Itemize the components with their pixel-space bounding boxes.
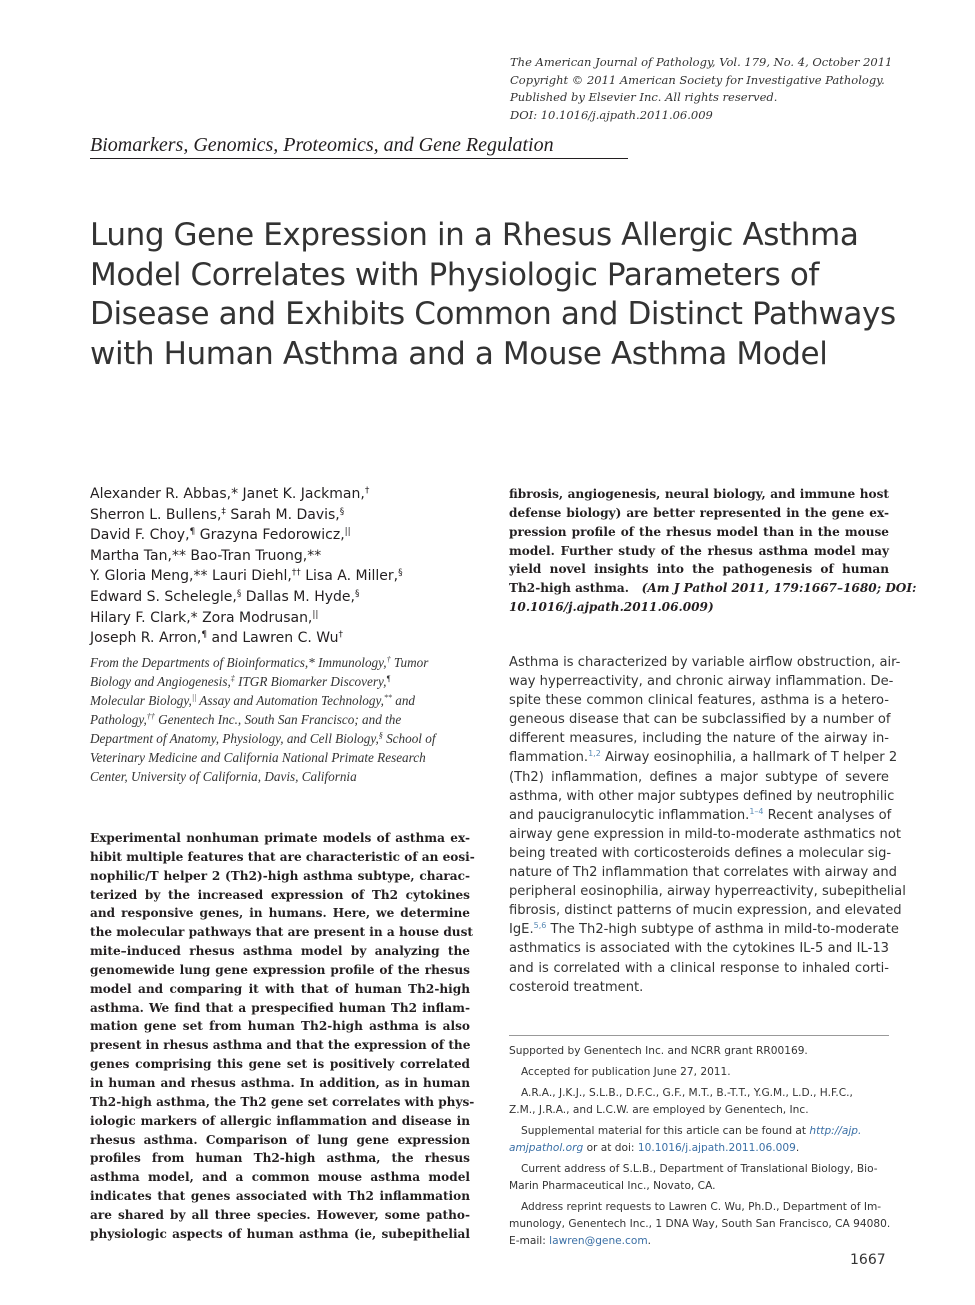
intro-line: flammation.$^{1,2}$ Airway eosinophilia, a hallmark of T helper 2	[509, 749, 898, 766]
abstract-line: and responsive genes, in humans. Here, we determine	[90, 906, 470, 921]
title-line: Disease and Exhibits Common and Distinct Pathways	[90, 296, 896, 332]
journal-info	[510, 54, 930, 124]
author-line: David F. Choy,¶ Grazyna Fedorowicz,||	[90, 527, 351, 544]
author-line: Martha Tan,** Bao-Tran Truong,**	[90, 547, 322, 564]
title-line: with Human Asthma and a Mouse Asthma Model	[90, 335, 828, 372]
affiliation-line: Veterinary Medicine and California National Primate Research	[90, 750, 426, 765]
abstract-line: rhesus asthma. Comparison of lung gene expression	[90, 1132, 470, 1147]
funding-note: Supported by Genentech Inc. and NCRR grant RR00169.	[509, 1045, 808, 1057]
section-divider	[90, 158, 628, 159]
abstract-line	[509, 579, 917, 598]
abstract-line	[509, 598, 889, 617]
abstract-line: physiologic aspects of human asthma (ie, subepithelial	[90, 1226, 470, 1241]
intro-line: (Th2) inflammation, defines a major subtype of severe	[509, 769, 889, 785]
abstract-line: hibit multiple features that are characteristic of an eosi-	[90, 849, 475, 864]
intro-line: IgE.$^{5,6}$ The Th2-high subtype of asthma in mild-to-moderate	[509, 921, 899, 938]
affiliation-line: Center, University of California, Davis, California	[90, 769, 357, 784]
affiliation-line: From the Departments of Bioinformatics,* Immunology,† Tumor	[90, 655, 429, 670]
abstract-line: Th2-high asthma, the Th2 gene set correlates with phys-	[90, 1094, 475, 1109]
intro-line: way hyperreactivity, and chronic airway inflammation. De-	[509, 674, 894, 690]
abstract-line: indicates that genes associated with Th2 inflammation	[90, 1189, 470, 1204]
intro-line: asthmatics is associated with the cytokines IL-5 and IL-13	[509, 941, 889, 957]
abstract-line: pression profile of the rhesus model than in the mouse	[509, 524, 889, 539]
author-line: Sherron L. Bullens,‡ Sarah M. Davis,§	[90, 506, 345, 523]
supplemental-note: Supplemental material for this article can be found at http://ajp. amjpathol.org or at doi: 10.1016/j.ajpath.2011.06.009.	[509, 1125, 862, 1154]
abstract-line: defense biology) are better represented in the gene ex-	[509, 505, 889, 520]
reference-link[interactable]: 1–4	[749, 806, 764, 816]
article-title	[90, 216, 900, 374]
intro-line: costeroid treatment.	[509, 979, 644, 995]
intro-line: different measures, including the nature of the airway in-	[509, 731, 889, 747]
intro-line: geneous disease that can be subclassified by a number of	[509, 712, 891, 728]
author-line: Y. Gloria Meng,** Lauri Diehl,†† Lisa A. Miller,§	[90, 568, 403, 585]
citation: (Am J Pathol 2011, 179:1667–1680; DOI:	[641, 581, 917, 596]
reference-link[interactable]: 1,2	[588, 749, 601, 759]
supplemental-link[interactable]: http://ajp.	[809, 1125, 862, 1137]
journal-publisher: Published by Elsevier Inc. All rights reserved.	[510, 90, 778, 104]
current-address-note: Current address of S.L.B., Department of Translational Biology, Bio- Marin Pharmaceutical Inc., Novato, CA.	[509, 1163, 878, 1192]
abstract-line: mation gene set from human Th2-high asthma is also	[90, 1019, 470, 1034]
author-line: Joseph R. Arron,¶ and Lawren C. Wu†	[90, 630, 343, 647]
author-line: Hilary F. Clark,* Zora Modrusan,||	[90, 609, 319, 626]
reference-link[interactable]: 5,6	[533, 921, 547, 931]
abstract-end: Th2-high asthma.	[509, 581, 629, 596]
journal-doi: DOI: 10.1016/j.ajpath.2011.06.009	[510, 107, 713, 122]
abstract-line: genomewide lung gene expression profile of the rhesus	[90, 962, 470, 977]
intro-line: and paucigranulocytic inflammation.$^{1-4}$ Recent analyses of	[509, 806, 892, 823]
footnote-divider	[509, 1035, 889, 1036]
employment-note: A.R.A., J.K.J., S.L.B., D.F.C., G.F., M.T., B.-T.T., Y.G.M., L.D., H.F.C., Z.M., J.R.A., and L.C.W. are employed by Genentech, Inc.	[509, 1087, 853, 1116]
supplemental-link[interactable]: amjpathol.org	[509, 1142, 584, 1154]
intro-line: asthma, with other major subtypes defined by neutrophilic	[509, 788, 895, 804]
abstract-line: profiles from human Th2-high asthma, the rhesus	[90, 1151, 470, 1166]
abstract-line: in human and rhesus asthma. In addition, as in human	[90, 1075, 470, 1090]
intro-line: spite these common clinical features, asthma is a hetero-	[509, 693, 889, 709]
intro-line: fibrosis, distinct patterns of mucin expression, and elevated	[509, 903, 902, 919]
abstract-continued	[509, 485, 917, 617]
abstract-line: fibrosis, angiogenesis, neural biology, and immune host	[509, 487, 889, 501]
footnotes	[509, 1043, 889, 1254]
journal-citation: The American Journal of Pathology, Vol. 179, No. 4, October 2011	[510, 55, 893, 69]
abstract-line: yield novel insights into the pathogenesis of human	[509, 562, 889, 577]
email-link[interactable]: lawren@gene.com	[549, 1235, 648, 1247]
accepted-note: Accepted for publication June 27, 2011.	[521, 1066, 731, 1078]
affiliation-line: Biology and Angiogenesis,‡ ITGR Biomarker Discovery,¶	[90, 674, 391, 689]
doi-link[interactable]: 10.1016/j.ajpath.2011.06.009	[637, 1142, 796, 1154]
author-list	[90, 484, 490, 649]
abstract-line: genes comprising this gene set is positively correlated	[90, 1057, 470, 1072]
title-line: Model Correlates with Physiologic Parameters of	[90, 256, 819, 293]
abstract-line: are shared by all three species. However, some patho-	[90, 1207, 470, 1222]
intro-line: Asthma is characterized by variable airflow obstruction, air-	[509, 655, 901, 670]
section-heading: Biomarkers, Genomics, Proteomics, and Gene Regulation	[90, 134, 554, 156]
abstract-line: asthma model, and a common mouse asthma model	[90, 1170, 470, 1185]
abstract-line: model. Further study of the rhesus asthma model may	[509, 543, 889, 558]
abstract-line: model and comparing it with that of human Th2-high	[90, 981, 470, 996]
introduction	[509, 653, 906, 997]
reprint-note: Address reprint requests to Lawren C. Wu, Ph.D., Department of Im- munology, Genentech Inc., 1 DNA Way, South San Francisco, CA 94080. E-mail: lawren@gene.com.	[509, 1201, 891, 1247]
abstract-line: the molecular pathways that are present in a house dust	[90, 925, 473, 940]
intro-line: nature of Th2 inflammation that correlates with airway and	[509, 865, 897, 881]
intro-line: being treated with corticosteroids defines a molecular sig-	[509, 845, 892, 861]
intro-line: and is correlated with a clinical response to inhaled corti-	[509, 960, 889, 976]
abstract-line: nophilic/T helper 2 (Th2)-high asthma subtype, charac-	[90, 868, 470, 883]
title-line: Lung Gene Expression in a Rhesus Allergic Asthma	[90, 217, 859, 253]
affiliation-line: Department of Anatomy, Physiology, and Cell Biology,§ School of	[90, 731, 436, 746]
affiliations	[90, 653, 475, 786]
abstract-line: asthma. We find that a prespecified human Th2 inflam-	[90, 1000, 470, 1015]
abstract-line: Experimental nonhuman primate models of asthma ex-	[90, 831, 470, 845]
page-number: 1667	[850, 1252, 886, 1268]
abstract-line: iologic markers of allergic inflammation and disease in	[90, 1113, 470, 1128]
author-line: Alexander R. Abbas,* Janet K. Jackman,†	[90, 486, 370, 502]
intro-line: airway gene expression in mild-to-moderate asthmatics not	[509, 826, 901, 842]
journal-copyright: Copyright © 2011 American Society for Investigative Pathology.	[510, 72, 885, 87]
abstract-line: present in rhesus asthma and that the expression of the	[90, 1038, 471, 1053]
abstract-line: terized by the increased expression of Th2 cytokines	[90, 887, 470, 902]
author-line: Edward S. Schelegle,§ Dallas M. Hyde,§	[90, 588, 360, 605]
citation-doi: 10.1016/j.ajpath.2011.06.009)	[509, 600, 714, 615]
abstract-line: mite–induced rhesus asthma model by analyzing the	[90, 944, 470, 959]
affiliation-line: Pathology,†† Genentech Inc., South San Francisco; and the	[90, 712, 402, 727]
abstract	[90, 829, 475, 1244]
affiliation-line: Molecular Biology,|| Assay and Automation Technology,** and	[90, 693, 415, 708]
intro-line: peripheral eosinophilia, airway hyperreactivity, subepithelial	[509, 884, 906, 900]
